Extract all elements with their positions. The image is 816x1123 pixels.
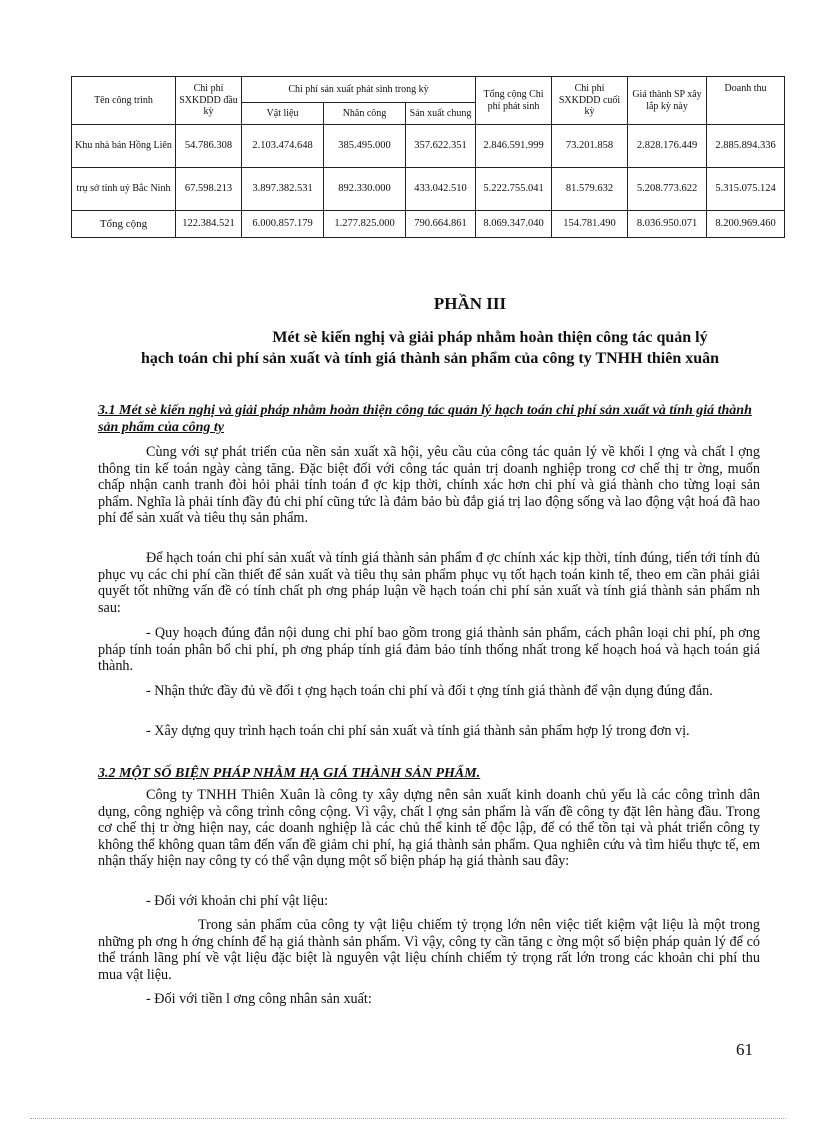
paragraph: Công ty TNHH Thiên Xuân là công ty xây dựng nên sản xuất kinh doanh chủ yếu là các công trình dân dụng, công nghiệp và công trình công cộng. Vì vậy, chất l ợng sản phẩm là vấn đề công ty đặt lên hàng đầu. Trong cơ chế thị tr ờng hiện nay, các doanh nghiệp là các chủ thể kinh tế độc lập, để có thể tồn tại và phát triển công ty không thể không quan tâm đến vấn đề giảm chi phí, hạ giá thành sản phẩm. Qua nghiên cứu và tìm hiểu thực tế, em nhận thấy hiện nay công ty có thể vận dụng một số biện pháp hạ giá thành sau đây: xyxy=(98,787,760,869)
page-number: 61 xyxy=(736,1040,753,1059)
table-cell: 433.042.510 xyxy=(406,168,476,211)
paragraph: - Đối với khoản chi phí vật liệu: xyxy=(146,893,329,909)
table-cell: 67.598.213 xyxy=(176,168,242,211)
main-heading xyxy=(100,327,760,369)
header-cell: Doanh thu xyxy=(707,77,785,125)
table-cell: 81.579.632 xyxy=(552,168,628,211)
header-cell: Chi phí SXKDDD cuối kỳ xyxy=(552,77,628,125)
table-cell: 892.330.000 xyxy=(324,168,406,211)
table-cell: 2.828.176.449 xyxy=(628,125,707,168)
table-cell: 154.781.490 xyxy=(552,211,628,238)
table-cell: 6.000.857.179 xyxy=(242,211,324,238)
header-cell: Sản xuất chung xyxy=(406,103,476,125)
table-cell: 8.036.950.071 xyxy=(628,211,707,238)
table-cell: trụ sở tỉnh uỷ Bắc Ninh xyxy=(72,168,176,211)
table-cell: 5.222.755.041 xyxy=(476,168,552,211)
table-cell: Khu nhà bán Hồng Liên xyxy=(72,125,176,168)
table-row xyxy=(72,168,785,211)
section-heading-3-1: 3.1 Mét sè kiến nghị và giải pháp nhằm hoàn thiện công tác quản lý hạch toán chi phí sản xuất và tính giá thành sản phẩm của công ty xyxy=(98,403,752,435)
table-cell: 385.495.000 xyxy=(324,125,406,168)
table-cell: 73.201.858 xyxy=(552,125,628,168)
header-cell: Nhân công xyxy=(324,103,406,125)
table-cell: 8.200.969.460 xyxy=(707,211,785,238)
bottom-divider xyxy=(30,1118,786,1119)
part-title: PHẦN III xyxy=(433,294,507,313)
section-heading-3-2: 3.2 MỘT SỐ BIỆN PHÁP NHẰM HẠ GIÁ THÀNH SẢN PHẨM. xyxy=(98,766,481,781)
table-cell: 357.622.351 xyxy=(406,125,476,168)
table-cell: 54.786.308 xyxy=(176,125,242,168)
table-header-row xyxy=(72,77,785,103)
paragraph: - Nhận thức đầy đủ về đối t ợng hạch toán chi phí và đối t ợng tính giá thành để vận dụng đúng đắn. xyxy=(146,683,713,699)
header-cell: Tên công trình xyxy=(72,77,176,125)
table-cell: 8.069.347.040 xyxy=(476,211,552,238)
header-cell: Chi phí SXKDDD đầu kỳ xyxy=(176,77,242,125)
paragraph: Cùng với sự phát triển của nền sản xuất xã hội, yêu cầu của công tác quản lý về khối l ợng và chất l ợng thông tin kế toán ngày càng tăng. Đặc biệt đối với công tác quản trị doanh nghiệp trong cơ chế thị tr ờng, muốn chấp nhận canh tranh đòi hỏi phải tính toán đ ợc kịp thời, chính xác hơn chi phí và giá thành cho từng loại sản phẩm. Nghĩa là phải tính đầy đủ chi phí cũng tức là đảm bảo bù đắp giá trị lao động sống và lao động vật hoá đã hao phí để sản xuất và tiêu thụ sản phẩm. xyxy=(98,444,760,526)
table-cell: 2.103.474.648 xyxy=(242,125,324,168)
table-cell: 2.885.894.336 xyxy=(707,125,785,168)
table-row-total xyxy=(72,211,785,238)
table-cell: 122.384.521 xyxy=(176,211,242,238)
main-heading-line-1: Mét sè kiến nghị và giải pháp nhằm hoàn thiện công tác quản lý xyxy=(272,329,708,346)
table-cell: Tổng cộng xyxy=(72,211,176,238)
paragraph: - Xây dựng quy trình hạch toán chi phí sản xuất và tính giá thành sản phẩm hợp lý trong đơn vị. xyxy=(146,723,690,739)
table-cell: 5.208.773.622 xyxy=(628,168,707,211)
header-cell: Tổng cộng Chi phí phát sinh xyxy=(476,77,552,125)
header-cell: Chi phí sản xuất phát sinh trong kỳ xyxy=(242,77,476,103)
main-heading-line-2: hạch toán chi phí sản xuất và tính giá thành sản phẩm của công ty TNHH thiên xuân xyxy=(140,350,720,367)
header-cell: Vật liệu xyxy=(242,103,324,125)
cost-table xyxy=(71,76,785,238)
table-cell: 1.277.825.000 xyxy=(324,211,406,238)
paragraph: Trong sản phẩm của công ty vật liệu chiếm tỷ trọng lớn nên việc tiết kiệm vật liệu là một trong những ph ơng h ớng chính để hạ giá thành sản phẩm. Vì vậy, công ty cần tăng c ờng một số biện pháp quản lý để có thể tránh lãng phí về vật liệu đặc biệt là nguyên vật liệu chính chiếm tỷ trọng rất lớn trong các khoản chi phí thu mua vật liệu. xyxy=(98,917,760,983)
paragraph: - Quy hoạch đúng đắn nội dung chi phí bao gồm trong giá thành sản phẩm, cách phân loại chi phí, ph ơng pháp tính toán phân bổ chi phí, ph ơng pháp tính giá đảm bảo tính thống nhất trong kế hoạch hoá và hạch toán giá thành. xyxy=(98,625,760,674)
table-cell: 5.315.075.124 xyxy=(707,168,785,211)
table-row xyxy=(72,125,785,168)
header-cell: Giá thành SP xây lắp kỳ này xyxy=(628,77,707,125)
paragraph: - Đối với tiền l ơng công nhân sản xuất: xyxy=(146,991,372,1007)
paragraph: Để hạch toán chi phí sản xuất và tính giá thành sản phẩm đ ợc chính xác kịp thời, tính đúng, tiến tới tính đủ phục vụ các chi phí cần thiết để sản xuất và tiêu thụ sản phẩm phục vụ tốt hạch toán kinh tế, theo em cần phải giải quyết tốt những vấn đề có tính chất ph ơng pháp luận về hạch toán chi phí sản xuất và tính giá thành sản phẩm nh sau: xyxy=(98,550,760,616)
table-cell: 3.897.382.531 xyxy=(242,168,324,211)
table-cell: 2.846.591.999 xyxy=(476,125,552,168)
table-cell: 790.664.861 xyxy=(406,211,476,238)
